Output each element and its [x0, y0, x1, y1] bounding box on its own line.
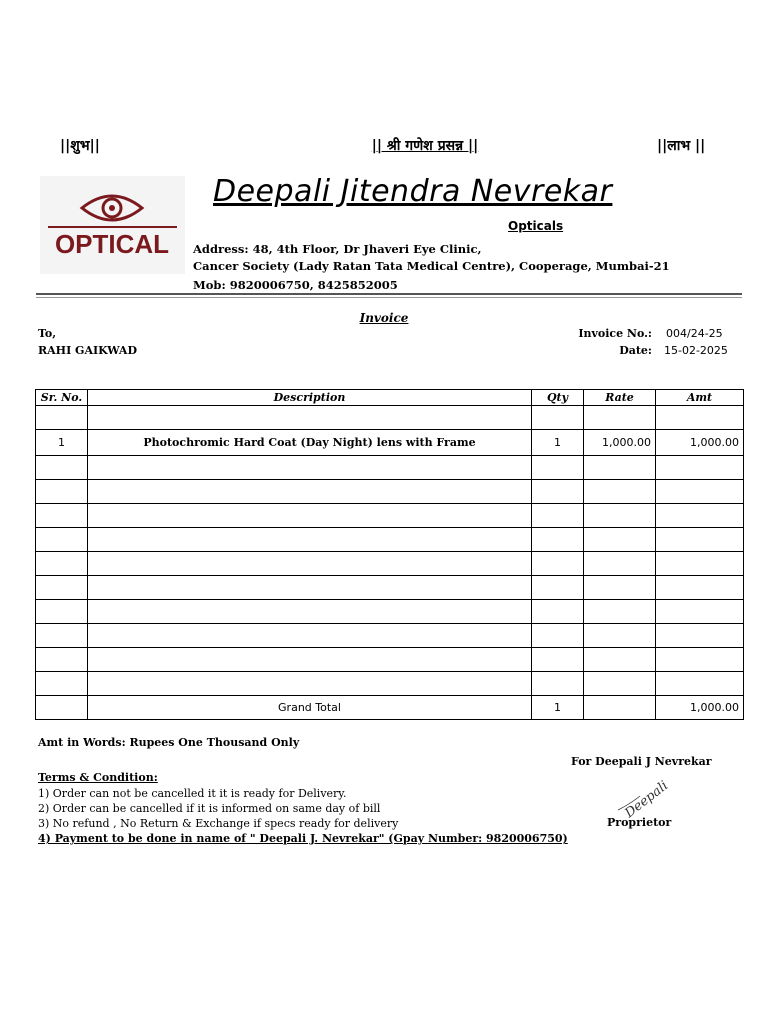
row-description: Photochromic Hard Coat (Day Night) lens with Frame: [88, 430, 532, 456]
row-rate: 1,000.00: [584, 430, 656, 456]
table-row-empty: [36, 552, 744, 576]
row-sr: 1: [36, 430, 88, 456]
signature: [612, 774, 672, 822]
table-row-empty: [36, 456, 744, 480]
blessing-center: || श्री गणेश प्रसन्न ||: [371, 138, 479, 154]
term-item: 1) Order can not be cancelled it it is ready for Delivery.: [38, 787, 347, 800]
header-divider: [36, 293, 742, 295]
blessing-left: ||शुभ||: [60, 138, 100, 154]
row-qty: 1: [532, 430, 584, 456]
invoice-date: 15-02-2025: [664, 344, 728, 357]
customer-name: RAHI GAIKWAD: [38, 344, 138, 357]
date-label: Date:: [619, 344, 652, 357]
amount-in-words: Amt in Words: Rupees One Thousand Only: [38, 736, 300, 749]
header-rate: Rate: [584, 390, 656, 406]
header-amt: Amt: [656, 390, 744, 406]
table-row: [36, 430, 744, 456]
header-qty: Qty: [532, 390, 584, 406]
mobile-numbers: Mob: 9820006750, 8425852005: [193, 278, 398, 292]
shop-subtitle: Opticals: [508, 219, 564, 233]
logo-text: OPTICAL: [54, 229, 170, 259]
table-row-empty: [36, 576, 744, 600]
table-row-empty: [36, 504, 744, 528]
term-item: 4) Payment to be done in name of " Deepali J. Nevrekar" (Gpay Number: 9820006750): [38, 832, 568, 845]
grand-total-qty: 1: [532, 696, 584, 720]
optical-logo: [40, 176, 185, 274]
shop-name: Deepali Jitendra Nevrekar: [213, 174, 613, 209]
to-label: To,: [38, 327, 57, 340]
term-item: 2) Order can be cancelled if it is informed on same day of bill: [38, 802, 381, 815]
table-row-empty: [36, 480, 744, 504]
table-row-empty: [36, 600, 744, 624]
invoice-number: 004/24-25: [666, 327, 723, 340]
table-row-empty: [36, 624, 744, 648]
for-company-label: For Deepali J Nevrekar: [571, 755, 712, 768]
address-line-1: Address: 48, 4th Floor, Dr Jhaveri Eye Clinic,: [193, 242, 482, 256]
proprietor-title: Proprietor: [607, 816, 672, 829]
invoice-heading: Invoice: [359, 311, 409, 325]
address-line-2: Cancer Society (Lady Ratan Tata Medical Centre), Cooperage, Mumbai-21: [193, 259, 670, 273]
grand-total-row: [36, 696, 744, 720]
signature-text: Deepali: [622, 778, 672, 822]
invoice-number-label: Invoice No.:: [578, 327, 652, 340]
grand-total-amt: 1,000.00: [656, 696, 744, 720]
term-item: 3) No refund , No Return & Exchange if specs ready for delivery: [38, 817, 399, 830]
header-description: Description: [88, 390, 532, 406]
table-header-row: [36, 390, 744, 406]
row-amt: 1,000.00: [656, 430, 744, 456]
table-row-empty: [36, 406, 744, 430]
items-table: [35, 389, 744, 720]
table-row-empty: [36, 528, 744, 552]
header-divider-thin: [36, 297, 742, 298]
terms-heading: Terms & Condition:: [38, 771, 158, 784]
header-sr-no: Sr. No.: [36, 390, 88, 406]
grand-total-label: Grand Total: [88, 696, 532, 720]
table-row-empty: [36, 648, 744, 672]
table-row-empty: [36, 672, 744, 696]
blessing-right: ||लाभ ||: [657, 138, 706, 154]
